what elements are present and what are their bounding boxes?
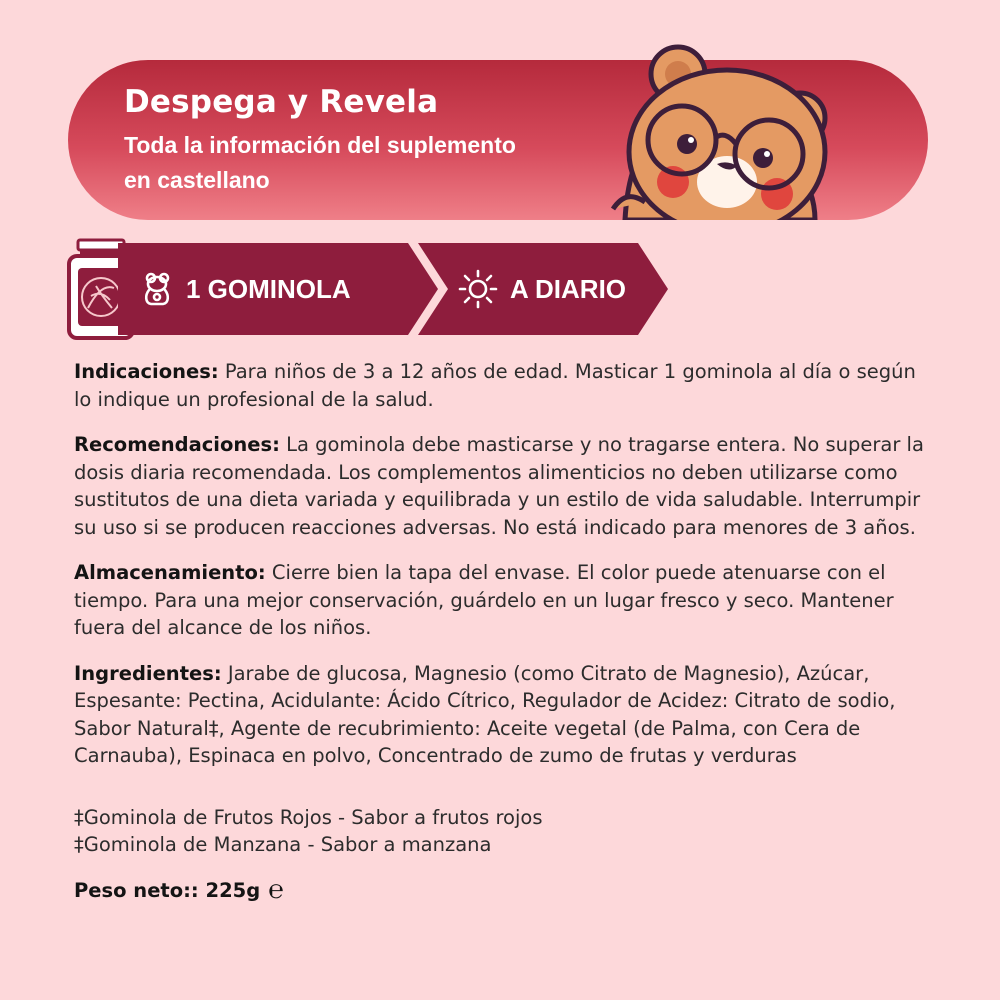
recomendaciones-section	[74, 431, 934, 541]
banner-subtitle	[124, 128, 604, 198]
banner-subtitle-line1: Toda la información del suplemento	[124, 132, 516, 158]
indicaciones-label: Indicaciones:	[74, 360, 219, 383]
bear-mascot-icon	[605, 34, 845, 220]
frequency-label: A DIARIO	[510, 273, 627, 304]
net-weight	[74, 877, 934, 905]
banner-subtitle-line2: en castellano	[124, 167, 270, 193]
flavor-note-frutos-rojos: ‡Gominola de Frutos Rojos - Sabor a frutos rojos	[74, 805, 543, 829]
almacenamiento-section	[74, 559, 934, 642]
info-content	[74, 358, 934, 904]
banner-title: Despega y Revela	[124, 84, 439, 120]
recomendaciones-label: Recomendaciones:	[74, 433, 280, 456]
almacenamiento-text: Cierre bien la tapa del envase. El color puede atenuarse con el tiempo. Para una mejor conservación, guárdelo en un lugar fresco y seco. Mantener fuera del alcance de los niños.	[74, 561, 894, 639]
recomendaciones-text: La gominola debe masticarse y no tragarse entera. No superar la dosis diaria recomendada. Los complementos alimenticios no deben utilizarse como sustitutos de una dieta variada y equilibrada y un estilo de vida saludable. Interrumpir su uso si se producen reacciones adversas. No está indicado para menores de 3 años.	[74, 433, 924, 539]
ingredientes-text: Jarabe de glucosa, Magnesio (como Citrato de Magnesio), Azúcar, Espesante: Pectina, Acidulante: Ácido Cítrico, Regulador de Acidez: Citrato de sodio, Sabor Natural‡, Agente de recubrimiento: Aceite vegetal (de Palma, con Cera de Carnauba), Espinaca en polvo, Concentrado de zumo de frutas y verduras	[74, 661, 896, 767]
flavor-notes	[74, 804, 934, 859]
ingredientes-label: Ingredientes:	[74, 661, 222, 685]
ingredientes-section	[74, 660, 934, 770]
dose-badge	[118, 243, 438, 335]
estimated-sign-icon: ℮	[268, 875, 284, 906]
indicaciones-section	[74, 358, 934, 413]
sun-icon	[458, 269, 498, 309]
indicaciones-text: Para niños de 3 a 12 años de edad. Masticar 1 gominola al día o según lo indique un profesional de la salud.	[74, 360, 916, 411]
frequency-badge	[418, 243, 668, 335]
net-weight-label: Peso neto:: 225g	[74, 878, 261, 902]
almacenamiento-label: Almacenamiento:	[74, 561, 266, 584]
dose-label: 1 GOMINOLA	[186, 273, 351, 304]
gummy-bear-icon	[140, 271, 174, 307]
flavor-note-manzana: ‡Gominola de Manzana - Sabor a manzana	[74, 833, 492, 856]
